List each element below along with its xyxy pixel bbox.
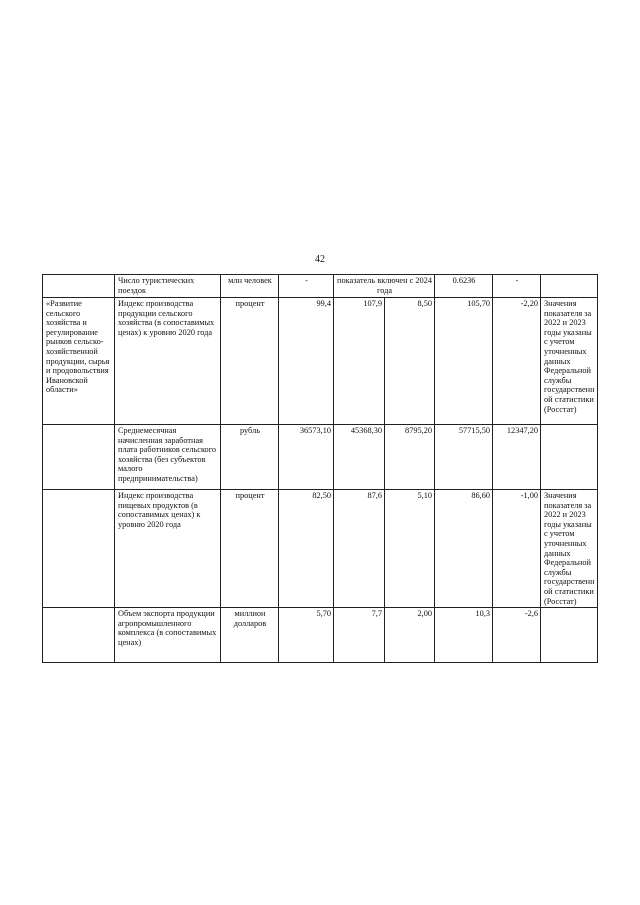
value-cell: - xyxy=(493,275,541,298)
value-cell: 5,70 xyxy=(279,608,334,663)
note-cell: Значения показателя за 2022 и 2023 годы указаны с учетом уточненных данных Федеральной службы государственной статистики (Росстат) xyxy=(541,490,598,608)
indicator-cell: Индекс производства пищевых продуктов (в сопоставимых ценах) к уровню 2020 года xyxy=(115,490,221,608)
value-cell: 105,70 xyxy=(435,298,493,425)
program-cell: «Развитие сельского хозяйства и регулирование рынков сельско-хозяйственной продукции, сырья и продовольствия Ивановской области» xyxy=(43,298,115,425)
value-cell: 87,6 xyxy=(334,490,385,608)
value-cell: - xyxy=(279,275,334,298)
note-cell: Значения показателя за 2022 и 2023 годы указаны с учетом уточненных данных Федеральной службы государственной статистики (Росстат) xyxy=(541,298,598,425)
value-cell: -2,20 xyxy=(493,298,541,425)
merged-note-cell: показатель включен с 2024 года xyxy=(334,275,435,298)
page-number: 42 xyxy=(315,254,325,265)
unit-cell: процент xyxy=(221,490,279,608)
unit-cell: рубль xyxy=(221,425,279,490)
indicator-cell: Число туристических поездок xyxy=(115,275,221,298)
value-cell: 8,50 xyxy=(385,298,435,425)
program-cell xyxy=(43,490,115,608)
value-cell: -2,6 xyxy=(493,608,541,663)
value-cell: 45368,30 xyxy=(334,425,385,490)
indicator-cell: Индекс производства продукции сельского хозяйства (в сопоставимых ценах) к уровню 2020 года xyxy=(115,298,221,425)
program-cell xyxy=(43,275,115,298)
table-row xyxy=(43,298,598,425)
table-row xyxy=(43,490,598,608)
program-cell xyxy=(43,608,115,663)
value-cell: 107,9 xyxy=(334,298,385,425)
value-cell: 10,3 xyxy=(435,608,493,663)
value-cell: 57715,50 xyxy=(435,425,493,490)
value-cell: 7,7 xyxy=(334,608,385,663)
value-cell: 12347,20 xyxy=(493,425,541,490)
table-row xyxy=(43,608,598,663)
note-cell xyxy=(541,608,598,663)
unit-cell: миллион долларов xyxy=(221,608,279,663)
value-cell: 86,60 xyxy=(435,490,493,608)
indicator-cell: Среднемесячная начисленная заработная плата работников сельского хозяйства (без субъектов малого предпринимательства) xyxy=(115,425,221,490)
value-cell: 0.6236 xyxy=(435,275,493,298)
value-cell: 36573,10 xyxy=(279,425,334,490)
indicator-cell: Объем экспорта продукции агропромышленного комплекса (в сопоставимых ценах) xyxy=(115,608,221,663)
value-cell: 99,4 xyxy=(279,298,334,425)
value-cell: 8795,20 xyxy=(385,425,435,490)
unit-cell: млн человек xyxy=(221,275,279,298)
value-cell: 2,00 xyxy=(385,608,435,663)
indicators-table xyxy=(42,274,598,663)
program-cell xyxy=(43,425,115,490)
table-row xyxy=(43,425,598,490)
value-cell: -1,00 xyxy=(493,490,541,608)
note-cell xyxy=(541,275,598,298)
value-cell: 5,10 xyxy=(385,490,435,608)
unit-cell: процент xyxy=(221,298,279,425)
note-cell xyxy=(541,425,598,490)
value-cell: 82,50 xyxy=(279,490,334,608)
table-row xyxy=(43,275,598,298)
